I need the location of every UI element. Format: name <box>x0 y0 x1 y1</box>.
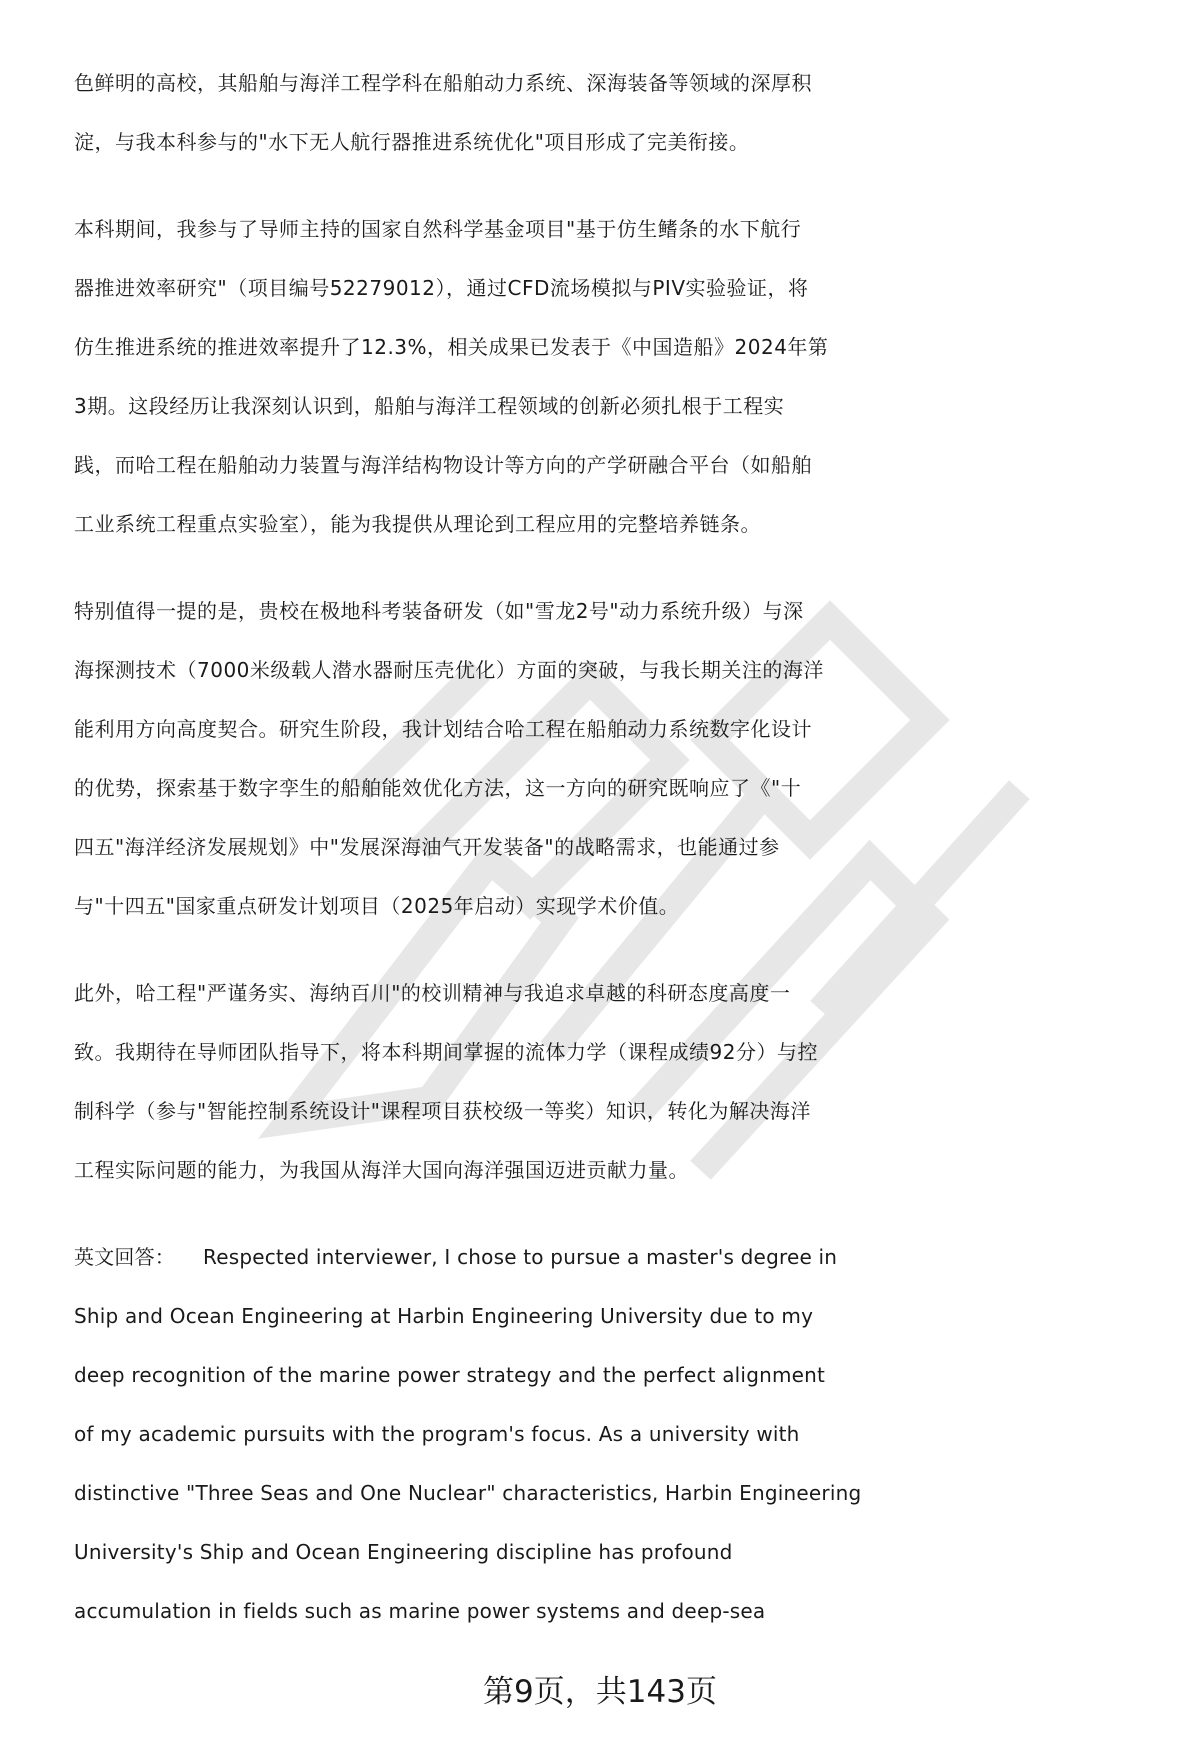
text-line: 仿生推进系统的推进效率提升了12.3%，相关成果已发表于《中国造船》2024年第 <box>74 335 829 359</box>
paragraph-2 <box>74 200 1154 554</box>
page-number-footer: 第9页，共143页 <box>483 1674 717 1710</box>
text-line: accumulation in fields such as marine power systems and deep-sea <box>74 1599 766 1623</box>
english-answer <box>74 1228 1154 1641</box>
document-body <box>74 54 1154 1669</box>
text-line: 工程实际问题的能力，为我国从海洋大国向海洋强国迈进贡献力量。 <box>74 1158 689 1182</box>
text-line: 本科期间，我参与了导师主持的国家自然科学基金项目"基于仿生鳍条的水下航行 <box>74 217 802 241</box>
text-line: 工业系统工程重点实验室），能为我提供从理论到工程应用的完整培养链条。 <box>74 512 761 536</box>
text-line: 器推进效率研究"（项目编号52279012），通过CFD流场模拟与PIV实验验证，将 <box>74 276 809 300</box>
text-line: 能利用方向高度契合。研究生阶段，我计划结合哈工程在船舶动力系统数字化设计 <box>74 717 812 741</box>
paragraph-3 <box>74 582 1154 936</box>
text-line: distinctive "Three Seas and One Nuclear" characteristics, Harbin Engineering <box>74 1481 862 1505</box>
text-line: University's Ship and Ocean Engineering discipline has profound <box>74 1540 733 1564</box>
text-line: 此外，哈工程"严谨务实、海纳百川"的校训精神与我追求卓越的科研态度高度一 <box>74 981 791 1005</box>
text-line <box>74 1228 1154 1287</box>
paragraph-1 <box>74 54 1154 172</box>
english-answer-first-line: Respected interviewer, I chose to pursue a master's degree in <box>203 1245 838 1269</box>
text-line: 与"十四五"国家重点研发计划项目（2025年启动）实现学术价值。 <box>74 894 680 918</box>
text-line: Ship and Ocean Engineering at Harbin Engineering University due to my <box>74 1304 814 1328</box>
text-line: 特别值得一提的是，贵校在极地科考装备研发（如"雪龙2号"动力系统升级）与深 <box>74 599 804 623</box>
english-answer-label: 英文回答： <box>74 1245 175 1269</box>
text-line: 海探测技术（7000米级载人潜水器耐压壳优化）方面的突破，与我长期关注的海洋 <box>74 658 824 682</box>
text-line: 致。我期待在导师团队指导下，将本科期间掌握的流体力学（课程成绩92分）与控 <box>74 1040 818 1064</box>
text-line: 践，而哈工程在船舶动力装置与海洋结构物设计等方向的产学研融合平台（如船舶 <box>74 453 812 477</box>
paragraph-4 <box>74 964 1154 1200</box>
text-line: 色鲜明的高校，其船舶与海洋工程学科在船舶动力系统、深海装备等领域的深厚积 <box>74 71 812 95</box>
text-line: 四五"海洋经济发展规划》中"发展深海油气开发装备"的战略需求，也能通过参 <box>74 835 780 859</box>
text-line: 的优势，探索基于数字孪生的船舶能效优化方法，这一方向的研究既响应了《"十 <box>74 776 802 800</box>
text-line: 淀，与我本科参与的"水下无人航行器推进系统优化"项目形成了完美衔接。 <box>74 130 750 154</box>
text-line: deep recognition of the marine power strategy and the perfect alignment <box>74 1363 826 1387</box>
text-line: 3期。这段经历让我深刻认识到，船舶与海洋工程领域的创新必须扎根于工程实 <box>74 394 785 418</box>
text-line: 制科学（参与"智能控制系统设计"课程项目获校级一等奖）知识，转化为解决海洋 <box>74 1099 811 1123</box>
text-line: of my academic pursuits with the program's focus. As a university with <box>74 1422 800 1446</box>
